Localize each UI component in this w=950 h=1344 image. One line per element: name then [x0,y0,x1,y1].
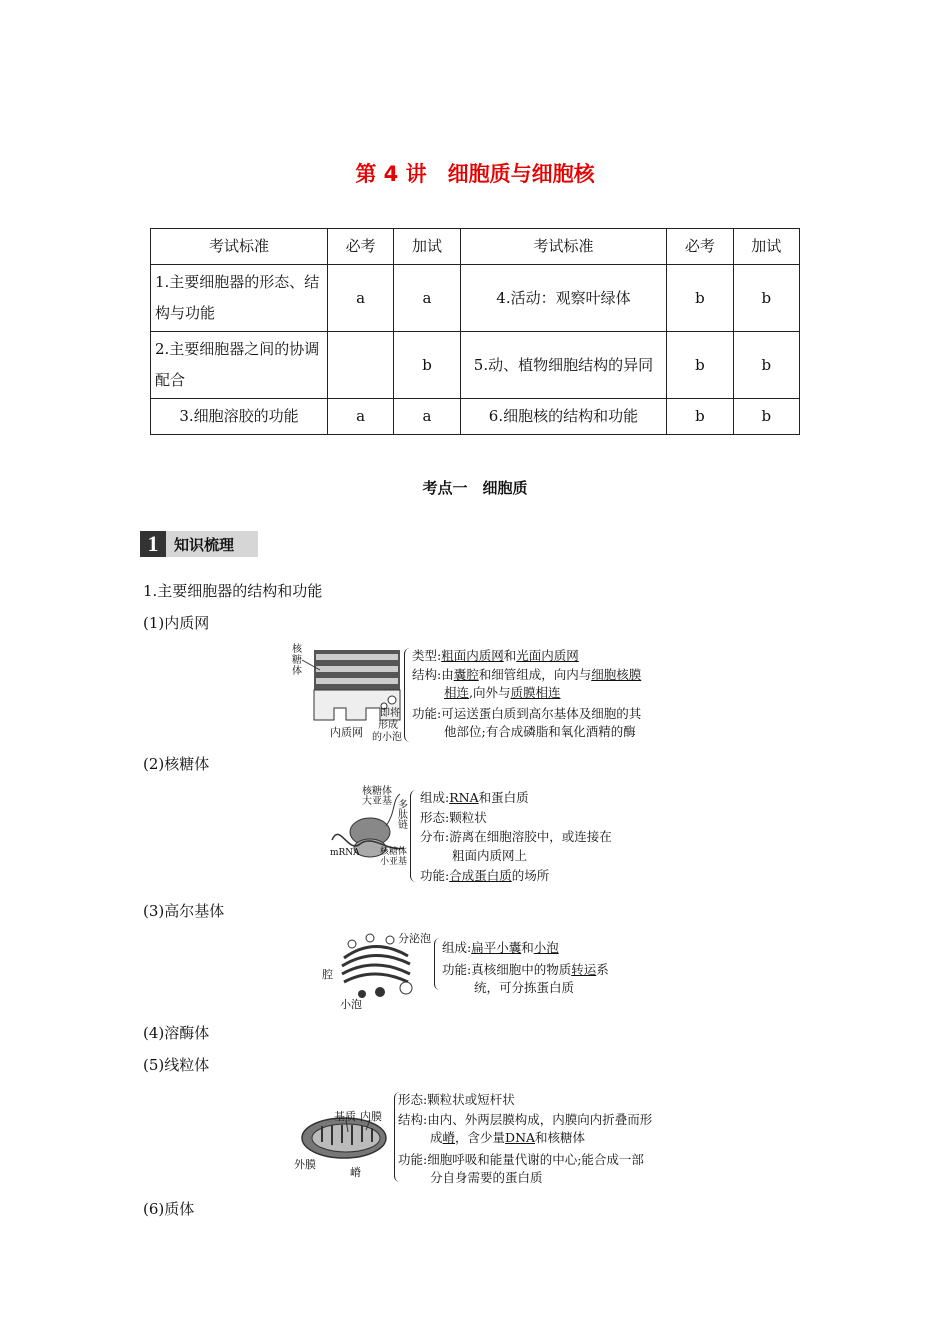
er-structure-2: 相连,向外与质膜相连 [444,685,561,700]
mito-structure-2: 成嵴，含少量DNA和核糖体 [430,1130,586,1145]
header-cell: 考试标准 [151,229,328,265]
required-cell [327,332,393,399]
standard-cell: 5.动、植物细胞结构的异同 [460,332,667,399]
required-cell: b [667,399,733,435]
extra-cell: b [733,399,799,435]
standard-cell: 6.细胞核的结构和功能 [460,399,667,435]
header-cell: 加试 [394,229,460,265]
polypeptide-label-2: 肽 [398,810,408,821]
heading-er: (1)内质网 [143,614,210,632]
required-cell: b [667,332,733,399]
table-header-row [151,229,800,265]
header-cell: 必考 [667,229,733,265]
required-cell: a [327,265,393,332]
er-label: 内质网 [330,726,363,739]
standard-cell: 4.活动：观察叶绿体 [460,265,667,332]
heading-ribosome: (2)核糖体 [143,755,210,773]
vesicle-label-2: 形成 [378,720,398,731]
golgi-figure [322,930,622,1014]
matrix-label: 基质 [334,1110,356,1123]
ribosome-shape: 形态:颗粒状 [420,810,487,825]
extra-cell: b [394,332,460,399]
golgi-composition: 组成:扁平小囊和小泡 [442,940,559,955]
mitochondria-figure [294,1088,664,1184]
inner-membrane-label: 内膜 [360,1110,382,1123]
large-subunit-label-2: 大亚基 [362,796,392,807]
heading-lysosome: (4)溶酶体 [143,1024,210,1042]
header-cell: 必考 [327,229,393,265]
mito-shape: 形态:颗粒状或短杆状 [398,1092,515,1107]
golgi-function-2: 统，可分拣蛋白质 [474,980,575,995]
ribosome-composition: 组成:RNA和蛋白质 [420,790,529,805]
table-row [151,265,800,332]
header-cell: 考试标准 [460,229,667,265]
er-figure [292,642,662,742]
ribosome-distribution: 分布:游离在细胞溶胶中，或连接在 [420,829,612,844]
exam-standard-table [150,228,800,435]
secretory-vesicle-label: 分泌泡 [398,932,431,945]
page-title: 第 4 讲 细胞质与细胞核 [355,162,595,186]
brace [434,938,441,990]
er-function-2: 他部位;有合成磷脂和氧化酒精的酶 [444,724,636,739]
vesicle-label-3: 的小泡 [372,732,402,743]
section-title: 考点一 细胞质 [422,479,528,497]
header-cell: 加试 [733,229,799,265]
standard-cell: 1.主要细胞器的形态、结构与功能 [151,265,328,332]
extra-cell: a [394,265,460,332]
polypeptide-label-1: 多 [398,800,408,811]
mito-function: 功能:细胞呼吸和能量代谢的中心;能合成一部 [398,1152,644,1167]
heading-mitochondria: (5)线粒体 [143,1056,210,1074]
crista-label: 嵴 [350,1166,361,1179]
badge-number: 1 [140,531,166,557]
heading-golgi: (3)高尔基体 [143,902,225,920]
er-type: 类型:粗面内质网和光面内质网 [412,648,579,663]
outer-membrane-label: 外膜 [294,1158,316,1171]
knowledge-badge [140,531,258,557]
ribosome-distribution-2: 粗面内质网上 [452,848,528,863]
ribosome-function: 功能:合成蛋白质的场所 [420,868,550,883]
small-subunit-label-2: 小亚基 [380,857,408,867]
golgi-function: 功能:真核细胞中的物质转运系 [442,962,609,977]
mrna-label: mRNA [330,848,360,858]
standard-cell: 3.细胞溶胶的功能 [151,399,328,435]
brace [404,648,411,742]
er-structure: 结构:由囊腔和细管组成，向内与细胞核膜 [412,667,642,682]
vesicle-label: 小泡 [340,998,362,1011]
heading-plastid: (6)质体 [143,1200,195,1218]
er-function: 功能:可运送蛋白质到高尔基体及细胞的其 [412,706,642,721]
large-subunit-label: 核糖体 [362,786,392,797]
extra-cell: b [733,265,799,332]
required-cell: a [327,399,393,435]
extra-cell: a [394,399,460,435]
ribosome-figure [330,782,630,886]
table-row [151,332,800,399]
standard-cell: 2.主要细胞器之间的协调配合 [151,332,328,399]
brace [410,790,417,882]
vesicle-label-1: 即将 [380,708,400,719]
table-row [151,399,800,435]
heading-organelles: 1.主要细胞器的结构和功能 [143,582,323,600]
extra-cell: b [733,332,799,399]
small-subunit-label: 核糖体 [380,847,408,857]
mito-function-2: 分自身需要的蛋白质 [430,1170,543,1185]
mito-structure: 结构:由内、外两层膜构成，内膜向内折叠而形 [398,1112,653,1127]
ribosome-label: 核糖体 [292,644,302,677]
required-cell: b [667,265,733,332]
polypeptide-label-3: 链 [398,820,408,831]
lumen-label: 腔 [322,968,333,981]
badge-label: 知识梳理 [174,536,235,554]
